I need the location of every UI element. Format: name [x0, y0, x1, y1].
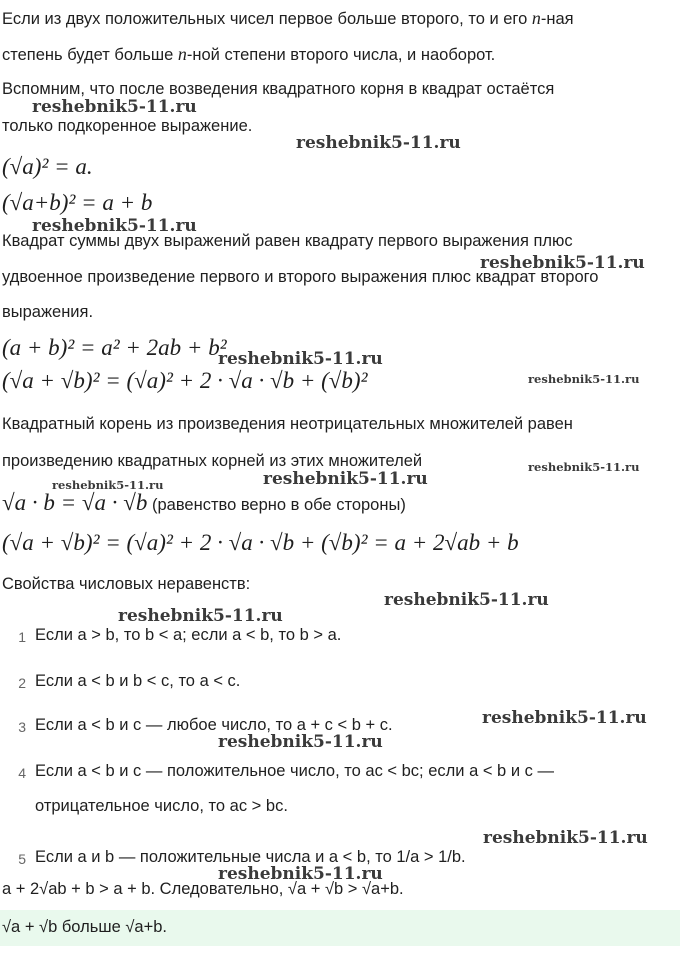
- text-line: степень будет больше n-ной степени второго числа, и наоборот.: [2, 44, 496, 64]
- list-number: 4: [18, 765, 26, 781]
- watermark: reshebnik5-11.ru: [528, 460, 640, 474]
- watermark: reshebnik5-11.ru: [296, 133, 461, 153]
- answer-highlight: [0, 910, 680, 946]
- list-item: Если a < b и c — положительное число, то ac < bc; если a < b и c —: [35, 762, 554, 780]
- list-number: 1: [18, 629, 26, 645]
- watermark: reshebnik5-11.ru: [384, 590, 549, 610]
- formula: (√a)² = a.: [2, 154, 93, 179]
- text-line: удвоенное произведение первого и второго выражения плюс квадрат второго: [2, 268, 599, 286]
- watermark: reshebnik5-11.ru: [483, 828, 648, 848]
- watermark: reshebnik5-11.ru: [482, 708, 647, 728]
- list-item: Если a и b — положительные числа и a < b, то 1/a > 1/b.: [35, 848, 466, 866]
- formula: (a + b)² = a² + 2ab + b²: [2, 335, 227, 360]
- watermark: reshebnik5-11.ru: [528, 372, 640, 386]
- text-line: произведению квадратных корней из этих множителей: [2, 452, 423, 470]
- text-line: Квадратный корень из произведения неотрицательных множителей равен: [2, 415, 573, 433]
- watermark: reshebnik5-11.ru: [218, 732, 383, 752]
- list-item: Если a > b, то b < a; если a < b, то b > a.: [35, 626, 342, 644]
- text-line: Если из двух положительных чисел первое больше второго, то и его n-ная: [2, 8, 574, 28]
- list-number: 2: [18, 675, 26, 691]
- text-line: выражения.: [2, 303, 94, 321]
- watermark: reshebnik5-11.ru: [218, 864, 383, 884]
- text-line: Вспомним, что после возведения квадратного корня в квадрат остаётся: [2, 80, 555, 98]
- watermark: reshebnik5-11.ru: [218, 349, 383, 369]
- formula: (√a + √b)² = (√a)² + 2 · √a · √b + (√b)²: [2, 368, 368, 393]
- formula: √a · b = √a · √b (равенство верно в обе стороны): [2, 490, 406, 515]
- text-line: Квадрат суммы двух выражений равен квадрату первого выражения плюс: [2, 232, 573, 250]
- text-line: Свойства числовых неравенств:: [2, 575, 251, 593]
- watermark: reshebnik5-11.ru: [480, 253, 645, 273]
- formula: (√a + √b)² = (√a)² + 2 · √a · √b + (√b)² = a + 2√ab + b: [2, 530, 519, 555]
- list-item: отрицательное число, то ac > bc.: [35, 797, 288, 815]
- conclusion-line: a + 2√ab + b > a + b. Следовательно, √a + √b > √a+b.: [2, 880, 404, 898]
- watermark: reshebnik5-11.ru: [52, 478, 164, 492]
- answer-text: √a + √b больше √a+b.: [2, 918, 167, 936]
- text-line: только подкоренное выражение.: [2, 117, 253, 135]
- list-number: 3: [18, 719, 26, 735]
- watermark: reshebnik5-11.ru: [263, 469, 428, 489]
- watermark: reshebnik5-11.ru: [32, 216, 197, 236]
- formula: (√a+b)² = a + b: [2, 190, 153, 215]
- list-number: 5: [18, 851, 26, 867]
- list-item: Если a < b и c — любое число, то a + c < b + c.: [35, 716, 393, 734]
- watermark: reshebnik5-11.ru: [118, 606, 283, 626]
- list-item: Если a < b и b < c, то a < c.: [35, 672, 241, 690]
- watermark: reshebnik5-11.ru: [32, 97, 197, 117]
